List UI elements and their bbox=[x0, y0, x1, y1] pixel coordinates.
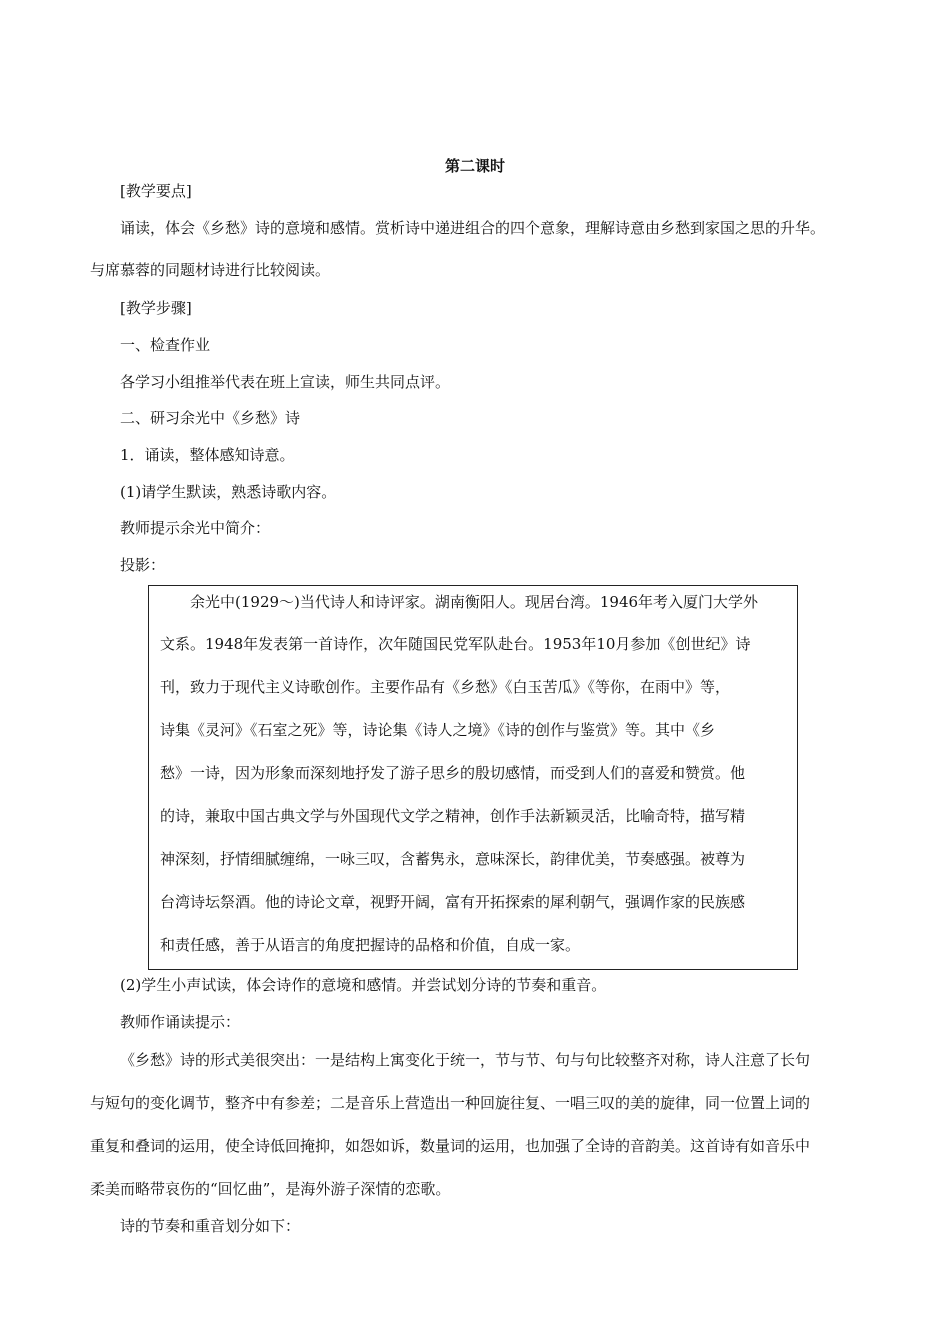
item-1-sub-2: (2)学生小声试读，体会诗作的意境和感情。并尝试划分诗的节奏和重音。 bbox=[120, 976, 607, 994]
item-1-sub-1: (1)请学生默读，熟悉诗歌内容。 bbox=[120, 483, 337, 501]
teacher-reading-hint: 教师作诵读提示： bbox=[120, 1013, 241, 1031]
key-points-line-1: 诵读，体会《乡愁》诗的意境和感情。赏析诗中递进组合的四个意象，理解诗意由乡愁到家国之思的升华。 bbox=[120, 219, 826, 237]
key-points-heading: [教学要点] bbox=[120, 182, 192, 200]
bio-line-9: 和责任感，善于从语言的角度把握诗的品格和价值，自成一家。 bbox=[160, 936, 581, 954]
projection-label: 投影： bbox=[120, 556, 166, 574]
item-1: 1．诵读，整体感知诗意。 bbox=[120, 446, 295, 464]
analysis-line-1: 《乡愁》诗的形式美很突出：一是结构上寓变化于统一，节与节、句与句比较整齐对称，诗人注意了长句 bbox=[120, 1051, 811, 1069]
bio-line-4: 诗集《灵河》《石室之死》等，诗论集《诗人之境》《诗的创作与鉴赏》等。其中《乡 bbox=[160, 721, 716, 739]
analysis-line-3: 重复和叠词的运用，使全诗低回掩抑，如怨如诉，数量词的运用，也加强了全诗的音韵美。这首诗有如音乐中 bbox=[90, 1137, 811, 1155]
bio-line-8: 台湾诗坛祭酒。他的诗论文章，视野开阔，富有开拓探索的犀利朝气，强调作家的民族感 bbox=[160, 893, 746, 911]
key-points-line-2: 与席慕蓉的同题材诗进行比较阅读。 bbox=[90, 261, 331, 279]
bio-line-6: 的诗，兼取中国古典文学与外国现代文学之精神，创作手法新颖灵活，比喻奇特，描写精 bbox=[160, 807, 746, 825]
page-title: 第二课时 bbox=[444, 157, 505, 175]
bio-line-2: 文系。1948年发表第一首诗作，次年随国民党军队赴台。1953年10月参加《创世纪》诗 bbox=[160, 635, 751, 653]
steps-heading: [教学步骤] bbox=[120, 299, 192, 317]
section1-heading: 一、检查作业 bbox=[120, 336, 211, 354]
teacher-hint: 教师提示余光中简介： bbox=[120, 519, 271, 537]
section2-heading: 二、研习余光中《乡愁》诗 bbox=[120, 409, 301, 427]
analysis-line-4: 柔美而略带哀伤的“回忆曲”，是海外游子深情的恋歌。 bbox=[90, 1180, 451, 1198]
bio-line-5: 愁》一诗，因为形象而深刻地抒发了游子思乡的殷切感情，而受到人们的喜爱和赞赏。他 bbox=[160, 764, 746, 782]
bio-line-1: 余光中(1929～)当代诗人和诗评家。湖南衡阳人。现居台湾。1946年考入厦门大学外 bbox=[190, 593, 759, 611]
section1-body: 各学习小组推举代表在班上宣读，师生共同点评。 bbox=[120, 373, 451, 391]
rhythm-intro: 诗的节奏和重音划分如下： bbox=[120, 1217, 301, 1235]
bio-line-7: 神深刻，抒情细腻缠绵，一咏三叹，含蓄隽永，意味深长，韵律优美，节奏感强。被尊为 bbox=[160, 850, 746, 868]
analysis-line-2: 与短句的变化调节，整齐中有参差；二是音乐上营造出一种回旋往复、一唱三叹的美的旋律，同一位置上词的 bbox=[90, 1094, 811, 1112]
bio-line-3: 刊，致力于现代主义诗歌创作。主要作品有《乡愁》《白玉苦瓜》《等你，在雨中》等， bbox=[160, 678, 731, 696]
